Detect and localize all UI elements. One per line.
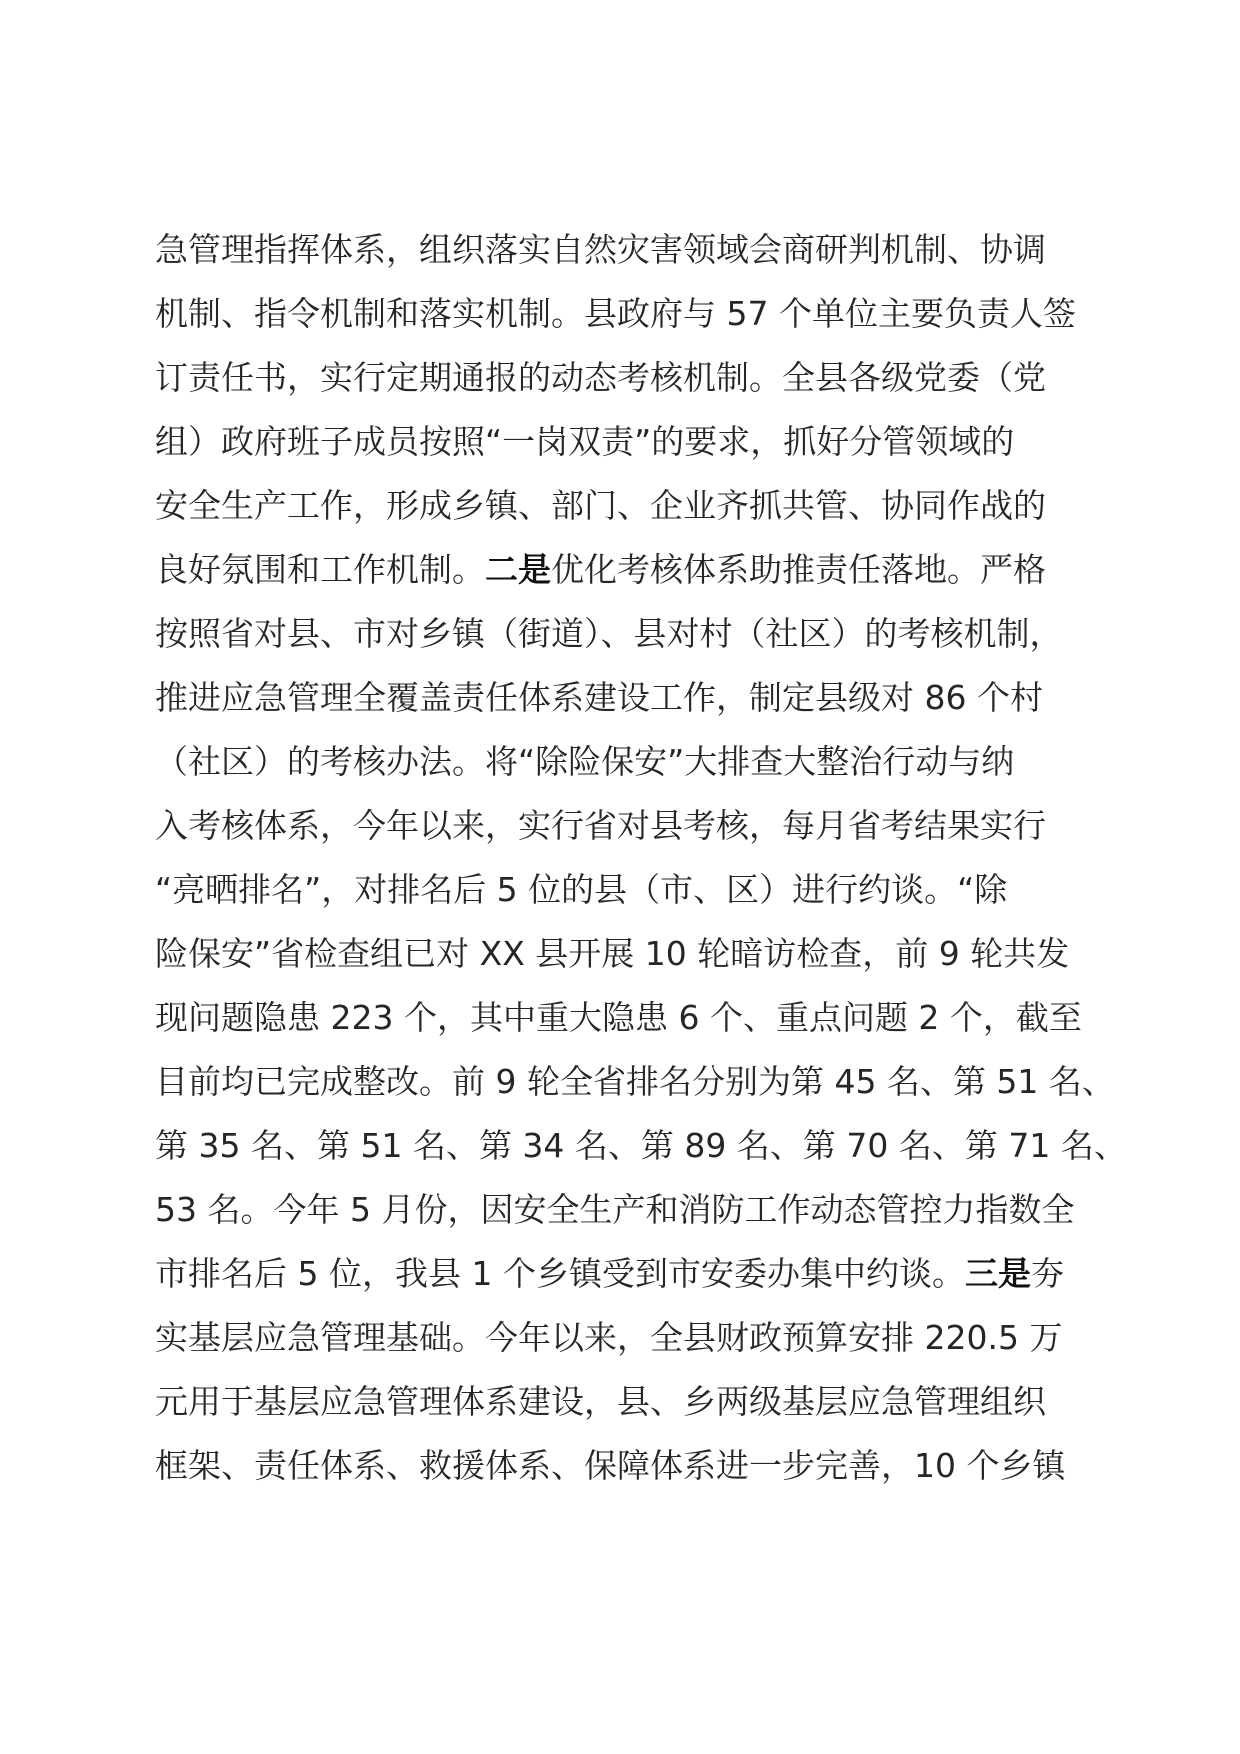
text-line: 元用于基层应急管理体系建设，县、乡两级基层应急管理组织 xyxy=(155,1382,1046,1421)
text-line: 险保安”省检查组已对 XX 县开展 10 轮暗访检查，前 9 轮共发 xyxy=(155,934,1070,973)
text-line xyxy=(155,538,1095,602)
text-line: 框架、责任体系、救援体系、保障体系进一步完善，10 个乡镇 xyxy=(155,1446,1066,1485)
text-line: （社区）的考核办法。将“除险保安”大排查大整治行动与纳 xyxy=(155,742,1015,781)
text-line: 53 名。今年 5 月份，因安全生产和消防工作动态管控力指数全 xyxy=(155,1190,1075,1229)
text-line: 目前均已完成整改。前 9 轮全省排名分别为第 45 名、第 51 名、 xyxy=(155,1062,1115,1101)
text-line: “亮晒排名”，对排名后 5 位的县（市、区）进行约谈。“除 xyxy=(155,870,1008,909)
text-segment: 良好氛围和工作机制。 xyxy=(155,550,485,589)
text-line: 机制、指令机制和落实机制。县政府与 57 个单位主要负责人签 xyxy=(155,294,1076,333)
text-line: 急管理指挥体系，组织落实自然灾害领域会商研判机制、协调 xyxy=(155,230,1046,269)
text-line: 安全生产工作，形成乡镇、部门、企业齐抓共管、协同作战的 xyxy=(155,486,1046,525)
text-line: 推进应急管理全覆盖责任体系建设工作，制定县级对 86 个村 xyxy=(155,678,1043,717)
bold-lead-in: 三是 xyxy=(964,1254,1031,1293)
text-line: 入考核体系，今年以来，实行省对县考核，每月省考结果实行 xyxy=(155,806,1046,845)
text-segment: 夯 xyxy=(1030,1254,1064,1293)
text-line: 组）政府班子成员按照“一岗双责”的要求，抓好分管领域的 xyxy=(155,422,1015,461)
text-line: 现问题隐患 223 个，其中重大隐患 6 个、重点问题 2 个，截至 xyxy=(155,998,1082,1037)
text-line: 订责任书，实行定期通报的动态考核机制。全县各级党委（党 xyxy=(155,358,1046,397)
bold-lead-in: 二是 xyxy=(485,550,551,589)
text-line: 第 35 名、第 51 名、第 34 名、第 89 名、第 70 名、第 71 名、 xyxy=(155,1126,1127,1165)
text-line: 实基层应急管理基础。今年以来，全县财政预算安排 220.5 万 xyxy=(155,1318,1063,1357)
body-text xyxy=(155,218,1127,1498)
text-line xyxy=(155,1242,1095,1306)
text-segment: 优化考核体系助推责任落地。严格 xyxy=(551,550,1046,589)
text-segment: 市排名后 5 位，我县 1 个乡镇受到市安委办集中约谈。 xyxy=(155,1254,965,1293)
text-line: 按照省对县、市对乡镇（街道）、县对村（社区）的考核机制， xyxy=(155,614,1063,653)
